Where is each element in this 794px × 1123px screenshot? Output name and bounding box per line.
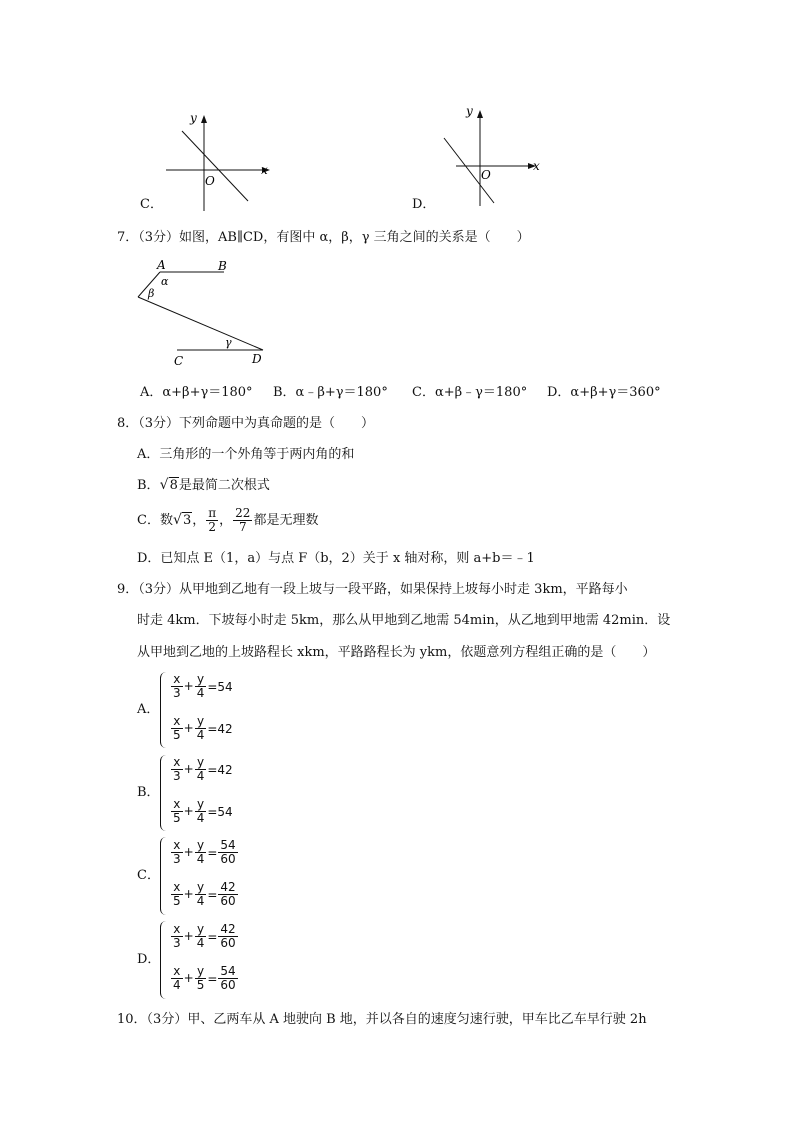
q7-option-d: D．α+β+γ＝360°	[547, 385, 661, 400]
frac	[218, 839, 237, 866]
frac-num: y	[195, 673, 207, 687]
q8-option-a: A．三角形的一个外角等于两内角的和	[137, 447, 355, 462]
q9-option-b-eq-1: $\frac{x}{3}$ + $\frac{y}{4}$ =42	[173, 755, 233, 783]
equals-sign: =	[207, 971, 218, 986]
q8-option-d: D．已知点 E（1，a）与点 F（b，2）关于 x 轴对称，则 a+b＝﹣1	[137, 551, 535, 566]
frac-den: 4	[196, 894, 205, 908]
graph-c	[160, 105, 280, 213]
frac	[171, 798, 183, 825]
rhs: =54	[207, 679, 233, 694]
point-c-label: C	[174, 354, 184, 368]
frac-den: 7	[238, 520, 247, 534]
frac-num: x	[171, 965, 183, 979]
q8-option-b-suffix: 是最简二次根式	[178, 478, 270, 493]
q8-option-c-sep-1: ，	[192, 513, 206, 528]
fraction-pi-over-2	[206, 507, 218, 534]
frac	[171, 673, 183, 700]
q9-stem-line-3: 从甲地到乙地的上坡路程长 xkm，平路路程长为 ykm，依题意列方程组正确的是（ ）	[137, 645, 656, 660]
q7-figure	[130, 255, 275, 370]
frac-num: x	[171, 756, 183, 770]
frac-num: 42	[220, 880, 236, 894]
frac-den: 4	[196, 728, 205, 742]
frac-num: π	[208, 506, 217, 520]
frac-den: 3	[173, 686, 181, 700]
frac	[218, 923, 237, 950]
frac	[195, 715, 207, 742]
fraction-22-over-7	[233, 507, 252, 534]
frac	[195, 965, 207, 992]
frac-den: 5	[173, 811, 181, 825]
frac-den: 60	[220, 936, 236, 950]
q9-stem-line-2: 时走 4km．下坡每小时走 5km，那么从甲地到乙地需 54min，从乙地到甲地需 42min．设	[137, 613, 671, 628]
frac-den: 4	[196, 686, 205, 700]
graph-d-label: D．	[412, 197, 436, 212]
frac	[171, 923, 183, 950]
q9-option-a-eq-1: $\frac{x}{3}$ + $\frac{y}{4}$ =54	[173, 672, 233, 700]
frac-num: y	[195, 798, 207, 812]
frac	[195, 798, 207, 825]
frac-den: 60	[220, 978, 236, 992]
q8-option-b-prefix: B．	[137, 478, 160, 493]
frac-num: x	[171, 923, 183, 937]
frac-den: 2	[208, 520, 217, 534]
graph-d-y-label: y	[466, 104, 473, 118]
rhs: =42	[207, 762, 233, 777]
frac-num: 54	[220, 964, 236, 978]
frac-num: y	[195, 756, 207, 770]
frac-num: y	[195, 881, 207, 895]
q9-option-c-label: C．	[137, 868, 160, 883]
frac-den: 3	[173, 852, 181, 866]
frac	[195, 923, 207, 950]
equals-sign: =	[207, 845, 218, 860]
frac-num: x	[171, 881, 183, 895]
q9-option-b-eq-2: $\frac{x}{5}$ + $\frac{y}{4}$ =54	[173, 797, 233, 825]
frac-den: 5	[196, 978, 205, 992]
graph-c-label: C．	[140, 197, 163, 212]
frac-num: 22	[235, 506, 251, 520]
angle-alpha-label: α	[161, 275, 169, 288]
frac	[218, 881, 237, 908]
equals-sign: =	[207, 929, 218, 944]
sqrt-3-radicand: 3	[182, 513, 192, 528]
frac	[195, 673, 207, 700]
rhs: =54	[207, 804, 233, 819]
frac	[171, 881, 183, 908]
q8-stem: 8．（3分）下列命题中为真命题的是（ ）	[117, 416, 375, 431]
frac	[171, 839, 183, 866]
graph-c-x-label: x	[261, 163, 268, 177]
frac-den: 3	[173, 936, 181, 950]
frac	[171, 965, 183, 992]
frac-den: 4	[196, 769, 205, 783]
frac-den: 4	[196, 811, 205, 825]
frac	[195, 756, 207, 783]
q9-option-c-eq-1: $\frac{x}{3}$ + $\frac{y}{4}$ = $\frac{54}{60}$	[173, 838, 236, 866]
frac-num: x	[171, 673, 183, 687]
graph-c-origin-label: O	[205, 174, 215, 188]
q8-option-c-prefix: C．数	[137, 513, 173, 528]
q9-option-a-eq-2: $\frac{x}{5}$ + $\frac{y}{4}$ =42	[173, 714, 233, 742]
frac-den: 60	[220, 894, 236, 908]
q8-option-c-suffix: 都是无理数	[253, 513, 319, 528]
angle-beta-label: β	[148, 287, 155, 300]
graph-d-origin-label: O	[481, 168, 491, 182]
frac-num: 54	[220, 838, 236, 852]
q9-option-d-brace	[160, 921, 167, 999]
q9-option-d-eq-1: $\frac{x}{3}$ + $\frac{y}{4}$ = $\frac{42}{60}$	[173, 922, 236, 950]
q7-option-a: A．α+β+γ＝180°	[140, 385, 253, 400]
q9-option-d-label: D．	[137, 952, 161, 967]
graph-d	[436, 100, 556, 210]
frac-num: y	[195, 965, 207, 979]
q9-option-b-brace	[160, 755, 167, 831]
frac-den: 60	[220, 852, 236, 866]
q8-option-c	[137, 503, 318, 539]
point-d-label: D	[252, 352, 262, 366]
frac-den: 4	[196, 936, 205, 950]
q7-option-c: C．α+β﹣γ＝180°	[412, 385, 528, 400]
frac-num: x	[171, 715, 183, 729]
frac-num: y	[195, 839, 207, 853]
frac-den: 5	[173, 894, 181, 908]
frac-num: y	[195, 923, 207, 937]
q7-stem: 7．（3分）如图，AB∥CD，有图中 α，β，γ 三角之间的关系是（ ）	[117, 230, 530, 245]
q8-option-c-sep-2: ，	[219, 513, 233, 528]
q7-option-b: B．α﹣β+γ＝180°	[273, 385, 388, 400]
frac-num: y	[195, 715, 207, 729]
q9-option-d-eq-2: $\frac{x}{4}$ + $\frac{y}{5}$ = $\frac{54}{60}$	[173, 964, 236, 992]
equals-sign: =	[207, 887, 218, 902]
frac-num: x	[171, 839, 183, 853]
frac-num: 42	[220, 922, 236, 936]
graph-c-y-label: y	[190, 111, 197, 125]
sqrt-3: √ 3	[172, 512, 192, 528]
frac	[171, 756, 183, 783]
frac	[195, 881, 207, 908]
frac-den: 3	[173, 769, 181, 783]
sqrt-8: √ 8	[159, 477, 178, 493]
sqrt-8-radicand: 8	[169, 478, 178, 493]
q9-option-b-label: B．	[137, 785, 160, 800]
frac-den: 4	[196, 852, 205, 866]
rhs: =42	[207, 721, 233, 736]
q9-stem-line-1: 9．（3分）从甲地到乙地有一段上坡与一段平路，如果保持上坡每小时走 3km，平路每小	[117, 582, 628, 597]
frac	[218, 965, 237, 992]
q9-option-a-label: A．	[137, 702, 160, 717]
q8-option-b	[137, 477, 270, 495]
frac-den: 5	[173, 728, 181, 742]
frac	[195, 839, 207, 866]
point-a-label: A	[157, 258, 166, 272]
q9-option-a-brace	[160, 672, 167, 748]
angle-gamma-label: γ	[225, 336, 232, 349]
q9-option-c-brace	[160, 837, 167, 915]
frac	[171, 715, 183, 742]
q10-stem-line-1: 10．（3分）甲、乙两车从 A 地驶向 B 地，并以各自的速度匀速行驶，甲车比乙车早行驶 2h	[117, 1012, 647, 1027]
frac-num: x	[171, 798, 183, 812]
point-b-label: B	[218, 259, 227, 273]
q9-option-c-eq-2: $\frac{x}{5}$ + $\frac{y}{4}$ = $\frac{42}{60}$	[173, 880, 236, 908]
frac-den: 4	[173, 978, 181, 992]
graph-d-x-label: x	[533, 159, 540, 173]
